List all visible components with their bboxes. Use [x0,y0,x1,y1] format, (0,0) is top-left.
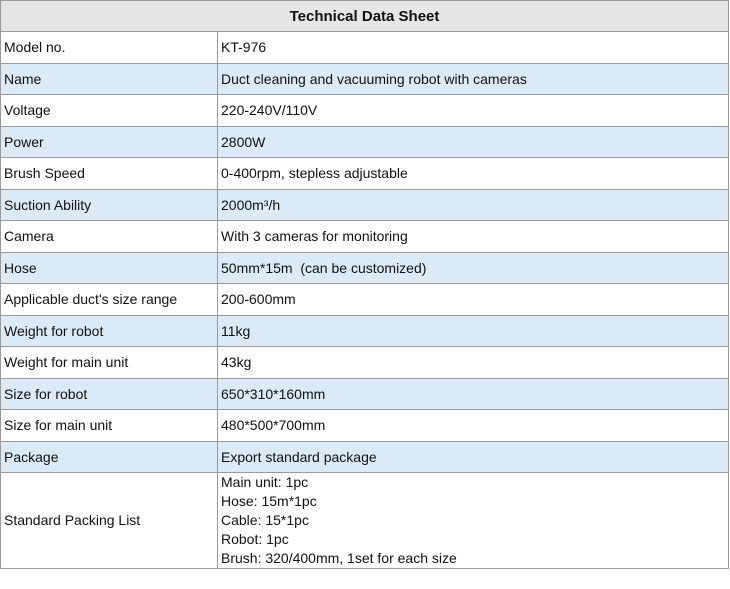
table-row [1,315,729,347]
table-row [1,410,729,442]
row-value: 43kg [218,347,729,379]
table-row [1,221,729,253]
row-value: Duct cleaning and vacuuming robot with cameras [218,63,729,95]
row-label: Model no. [1,32,218,64]
row-label: Brush Speed [1,158,218,190]
row-value: 0-400rpm, stepless adjustable [218,158,729,190]
row-label: Name [1,63,218,95]
row-value: 200-600mm [218,284,729,316]
row-label: Power [1,126,218,158]
packing-item: Cable: 15*1pc [221,512,309,528]
table-row [1,95,729,127]
title-row [1,1,729,32]
row-value: 2000m³/h [218,189,729,221]
table-row [1,252,729,284]
row-value: 650*310*160mm [218,378,729,410]
table-row [1,441,729,473]
packing-item: Robot: 1pc [221,531,289,547]
table-row [1,378,729,410]
row-value: 480*500*700mm [218,410,729,442]
row-label: Applicable duct's size range [1,284,218,316]
packing-list [218,473,729,569]
row-value: 50mm*15m (can be customized) [218,252,729,284]
row-value: 220-240V/110V [218,95,729,127]
row-label: Size for robot [1,378,218,410]
row-label: Size for main unit [1,410,218,442]
packing-item: Main unit: 1pc [221,474,309,490]
row-label: Weight for robot [1,315,218,347]
row-value: Export standard package [218,441,729,473]
spec-body [1,32,729,569]
packing-row [1,473,729,569]
packing-label: Standard Packing List [1,473,218,569]
table-row [1,32,729,64]
row-value: KT-976 [218,32,729,64]
table-row [1,347,729,379]
table-row [1,158,729,190]
row-label: Weight for main unit [1,347,218,379]
row-value: 2800W [218,126,729,158]
table-row [1,284,729,316]
row-label: Package [1,441,218,473]
packing-item: Hose: 15m*1pc [221,493,317,509]
table-row [1,63,729,95]
table-row [1,126,729,158]
row-label: Suction Ability [1,189,218,221]
packing-item: Brush: 320/400mm, 1set for each size [221,550,457,566]
row-value: With 3 cameras for monitoring [218,221,729,253]
sheet-title: Technical Data Sheet [1,1,729,32]
row-label: Hose [1,252,218,284]
row-label: Camera [1,221,218,253]
row-value: 11kg [218,315,729,347]
table-row [1,189,729,221]
row-label: Voltage [1,95,218,127]
